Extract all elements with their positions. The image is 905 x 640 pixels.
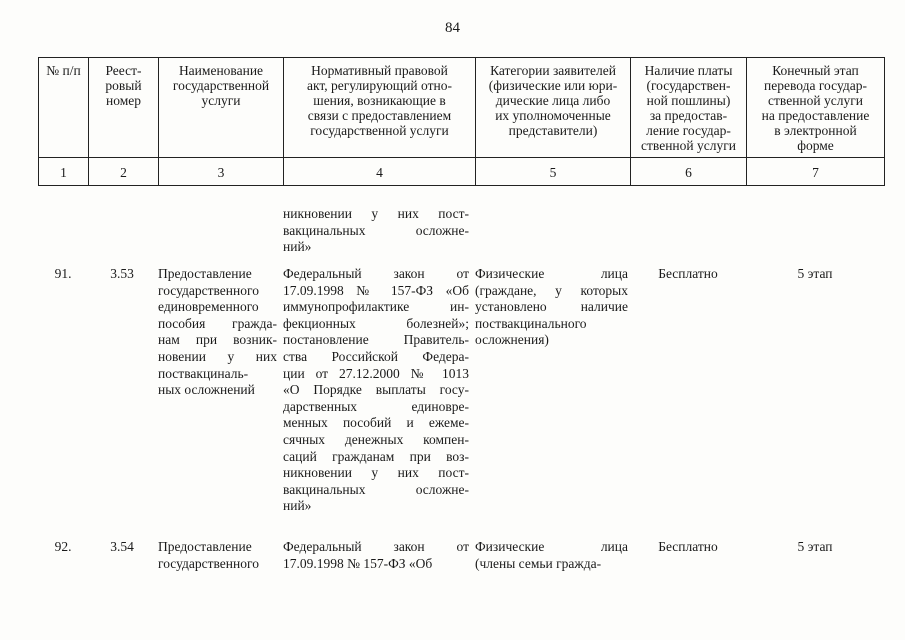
column-header-4 xyxy=(284,58,476,158)
text-line: единовременного xyxy=(158,299,259,315)
text-line: Предоставление xyxy=(158,266,252,281)
header-line: дические лица либо xyxy=(495,93,611,108)
text-line: поствакциналь- xyxy=(158,365,249,381)
page-number: 84 xyxy=(445,20,460,36)
column-header-5 xyxy=(476,58,631,158)
law-text xyxy=(283,266,469,515)
text-line: никновении у них пост- xyxy=(283,206,469,221)
header-line: шения, возникающие в xyxy=(313,93,446,108)
header-line: государственной xyxy=(172,78,270,93)
fee: Бесплатно xyxy=(658,266,718,281)
row-number: 92. xyxy=(54,539,72,554)
text-line: менных пособий и ежеме- xyxy=(283,415,469,431)
text-line: Физические лица xyxy=(475,539,628,554)
header-line: акт, регулирующий отно- xyxy=(307,78,452,93)
header-line: на предоставление xyxy=(761,108,870,123)
text-line: Федеральный закон от xyxy=(283,266,469,281)
header-line: ной пошлины) xyxy=(646,93,731,108)
header-line: номер xyxy=(105,93,141,108)
text-line: Предоставление xyxy=(158,539,252,554)
service-name xyxy=(158,539,277,572)
text-line: 17.09.1998 № 157-ФЗ «Об xyxy=(283,282,469,298)
text-line: вакцинальных осложне- xyxy=(283,222,469,238)
header-line: за предостав- xyxy=(649,108,728,123)
header-line: № п/п xyxy=(46,63,81,78)
text-line: новении у них xyxy=(158,348,277,364)
header-line: ственной услуги xyxy=(768,93,863,108)
header-line: ление государ- xyxy=(646,123,731,138)
header-line: их уполномоченные xyxy=(495,108,611,123)
column-header-6 xyxy=(631,58,747,158)
text-line: никновении у них пост- xyxy=(283,465,469,481)
text-line: ний» xyxy=(283,498,312,514)
header-line: Категории заявителей xyxy=(490,63,616,78)
header-line: (государствен- xyxy=(646,78,731,93)
law-text xyxy=(283,539,469,572)
header-line: ственной услуги xyxy=(641,138,736,153)
text-line: (члены семьи гражда- xyxy=(475,555,602,571)
column-number-row xyxy=(39,158,885,186)
text-line: ции от 27.12.2000 № 1013 xyxy=(283,365,469,381)
header-line: представители) xyxy=(508,123,598,138)
text-line: вакцинальных осложне- xyxy=(283,481,469,497)
column-header-7 xyxy=(747,58,885,158)
applicant-category xyxy=(475,266,628,349)
text-line: ных осложнений xyxy=(158,382,255,398)
column-number-5: 5 xyxy=(476,158,631,186)
text-line: ства Российской Федера- xyxy=(283,348,469,364)
registry-number: 3.54 xyxy=(110,539,134,554)
text-line: 17.09.1998 № 157-ФЗ «Об xyxy=(283,555,433,571)
registry-number: 3.53 xyxy=(110,266,134,281)
text-line: ний» xyxy=(283,239,312,255)
text-line: пособия гражда- xyxy=(158,315,277,331)
text-line: государственного xyxy=(158,282,259,298)
text-line: «О Порядке выплаты госу- xyxy=(283,382,469,398)
column-number-7: 7 xyxy=(747,158,885,186)
header-line: Наименование xyxy=(178,63,264,78)
column-number-3: 3 xyxy=(159,158,284,186)
column-number-1: 1 xyxy=(39,158,89,186)
header-line: связи с предоставлением xyxy=(307,108,452,123)
header-line: Конечный этап xyxy=(772,63,859,78)
column-header-1 xyxy=(39,58,89,158)
header-line: форме xyxy=(797,138,834,153)
header-line: Нормативный правовой xyxy=(311,63,448,78)
service-name xyxy=(158,266,277,399)
text-line: иммунопрофилактике ин- xyxy=(283,299,469,315)
text-line: осложнения) xyxy=(475,332,549,348)
text-line: государственного xyxy=(158,555,259,571)
text-line: дарственных единовре- xyxy=(283,398,469,414)
text-line: (граждане, у которых xyxy=(475,282,628,298)
text-line: постановление Правитель- xyxy=(283,332,469,348)
header-line: Реест- xyxy=(105,63,142,78)
header-line: в электронной xyxy=(774,123,857,138)
row-number: 91. xyxy=(54,266,72,281)
header-line: ровый xyxy=(105,78,142,93)
electronic-stage: 5 этап xyxy=(797,539,833,554)
text-line: фекционных болезней»; xyxy=(283,315,469,331)
table-header xyxy=(38,57,885,186)
text-line: установлено наличие xyxy=(475,299,628,315)
column-header-3 xyxy=(159,58,284,158)
law-text xyxy=(283,206,469,256)
text-line: поствакцинального xyxy=(475,315,587,331)
applicant-category xyxy=(475,539,628,572)
header-line: перевода государ- xyxy=(764,78,867,93)
header-row xyxy=(39,58,885,158)
header-line: государственной услуги xyxy=(310,123,449,138)
column-number-6: 6 xyxy=(631,158,747,186)
text-line: нам при возник- xyxy=(158,332,277,348)
text-line: сячных денежных компен- xyxy=(283,431,469,447)
electronic-stage: 5 этап xyxy=(797,266,833,281)
header-line: (физические или юри- xyxy=(488,78,618,93)
fee: Бесплатно xyxy=(658,539,718,554)
column-number-4: 4 xyxy=(284,158,476,186)
text-line: Физические лица xyxy=(475,266,628,281)
header-line: Наличие платы xyxy=(644,63,733,78)
column-number-2: 2 xyxy=(89,158,159,186)
header-line: услуги xyxy=(201,93,241,108)
column-header-2 xyxy=(89,58,159,158)
text-line: саций гражданам при воз- xyxy=(283,448,469,464)
text-line: Федеральный закон от xyxy=(283,539,469,554)
